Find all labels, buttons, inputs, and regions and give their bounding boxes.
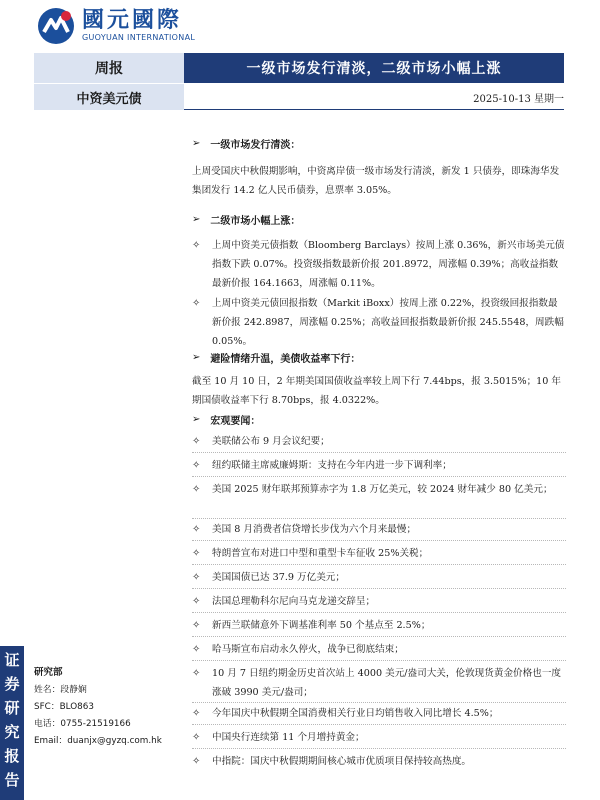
section-title: 避险情绪升温，美债收益率下行： [210, 354, 361, 365]
analyst-phone: 电话：0755-21519166 [34, 719, 131, 729]
list-divider [192, 588, 566, 589]
list-item [192, 616, 566, 635]
section-heading [192, 350, 566, 365]
list-item-text: 美国 2025 财年联邦预算赤字为 1.8 万亿美元，较 2024 财年减少 80 亿美元； [212, 484, 553, 495]
side-char: 究 [4, 723, 20, 741]
side-char: 告 [4, 771, 20, 789]
list-divider [192, 612, 566, 613]
list-item [192, 568, 566, 587]
list-divider [192, 476, 566, 477]
logo-en-text: GUOYUAN INTERNATIONAL [82, 33, 196, 42]
side-char: 券 [4, 675, 20, 693]
list-item-text: 10 月 7 日纽约期金历史首次站上 4000 美元/盎司大关，伦敦现货黄金价格也一度涨破 3990 美元/盎司； [212, 668, 562, 698]
analyst-email: Email：duanjx@gyzq.com.hk [34, 736, 162, 746]
section-title: 一级市场发行清淡： [210, 140, 301, 151]
list-item [192, 640, 566, 659]
list-item [192, 544, 566, 563]
arrow-marker-icon: ➢ [192, 414, 201, 425]
list-item [192, 592, 566, 611]
report-category: 中资美元债 [76, 91, 142, 107]
list-divider [192, 636, 566, 637]
list-item-text: 特朗普宣布对进口中型和重型卡车征收 25%关税； [212, 548, 429, 559]
diamond-bullet-icon: ✧ [192, 548, 201, 559]
list-divider [192, 724, 566, 725]
header-divider [184, 109, 564, 110]
list-item [192, 432, 566, 451]
side-char: 证 [4, 651, 20, 669]
arrow-marker-icon: ➢ [192, 352, 201, 363]
side-char: 报 [4, 747, 20, 765]
category-box [34, 84, 184, 110]
logo-cn-text: 國元國際 [82, 8, 183, 33]
list-item [192, 294, 566, 351]
arrow-marker-icon: ➢ [192, 214, 201, 225]
list-item-text: 今年国庆中秋假期全国消费相关行业日均销售收入同比增长 4.5%； [212, 708, 499, 719]
company-logo [36, 4, 195, 48]
diamond-bullet-icon: ✧ [192, 620, 201, 631]
report-header [34, 53, 564, 83]
list-item-text: 新西兰联储意外下调基准利率 50 个基点至 2.5%； [212, 620, 431, 631]
list-item-text: 上周中资美元债指数（Bloomberg Barclays）按周上涨 0.36%，新兴市场美元债指数下跌 0.07%。投资级指数最新价报 201.8972，周涨幅 0.39%；高收益指数最新价报 164.1663，周涨幅 0.11%。 [212, 240, 565, 289]
diamond-bullet-icon: ✧ [192, 708, 201, 719]
list-divider [192, 518, 566, 519]
diamond-bullet-icon: ✧ [192, 460, 201, 471]
section-heading [192, 136, 566, 151]
diamond-bullet-icon: ✧ [192, 668, 201, 679]
list-item-text: 美国 8 月消费者信贷增长步伐为六个月来最慢； [212, 524, 417, 535]
diamond-bullet-icon: ✧ [192, 436, 201, 447]
report-title: 一级市场发行清淡，二级市场小幅上涨 [246, 61, 502, 77]
diamond-bullet-icon: ✧ [192, 572, 201, 583]
list-item [192, 752, 566, 771]
list-item-text: 美联储公布 9 月会议纪要； [212, 436, 330, 447]
list-item [192, 236, 566, 293]
diamond-bullet-icon: ✧ [192, 644, 201, 655]
guoyuan-logo-icon [36, 6, 76, 46]
diamond-bullet-icon: ✧ [192, 524, 201, 535]
diamond-bullet-icon: ✧ [192, 240, 201, 251]
analyst-info [34, 664, 174, 750]
report-type-box [34, 53, 184, 83]
treasury-text: 截至 10 月 10 日，2 年期美国国债收益率较上周下行 7.44bps，报 3.5015%；10 年期国债收益率下行 8.70bps，报 4.0322%。 [192, 376, 562, 406]
section-title: 二级市场小幅上涨： [210, 216, 301, 227]
list-item-text: 美国国债已达 37.9 万亿美元； [212, 572, 345, 583]
primary-market-text: 上周受国庆中秋假期影响，中资离岸债一级市场发行清淡，新发 1 只债券，即珠海华发集团发行 14.2 亿人民币债券，息票率 3.05%。 [192, 166, 560, 196]
dept-title: 研究部 [34, 667, 63, 678]
section-title: 宏观要闻： [210, 416, 261, 427]
list-item-text: 纽约联储主席威廉姆斯：支持在今年内进一步下调利率； [212, 460, 452, 471]
list-divider [192, 660, 566, 661]
list-item [192, 664, 566, 702]
side-label [0, 648, 24, 792]
list-item [192, 480, 566, 499]
analyst-sfc: SFC：BLO863 [34, 702, 94, 712]
list-item [192, 456, 566, 475]
diamond-bullet-icon: ✧ [192, 732, 201, 743]
section-heading [192, 412, 566, 427]
list-item [192, 728, 566, 747]
diamond-bullet-icon: ✧ [192, 298, 201, 309]
report-title-box [184, 53, 564, 83]
side-char: 研 [4, 699, 20, 717]
list-divider [192, 564, 566, 565]
list-divider [192, 748, 566, 749]
list-item-text: 哈马斯宣布启动永久停火，战争已彻底结束； [212, 644, 404, 655]
list-item [192, 704, 566, 723]
section-heading [192, 212, 566, 227]
list-item-text: 上周中资美元债回报指数（Markit iBoxx）按周上涨 0.22%，投资级回报指数最新价报 242.8987，周涨幅 0.25%；高收益回报指数最新价报 245.5548，周跌幅 0.05%。 [212, 298, 564, 347]
report-date: 2025-10-13 星期一 [473, 94, 564, 105]
list-item-text: 中指院：国庆中秋假期期间核心城市优质项目保持较高热度。 [212, 756, 472, 767]
list-item [192, 520, 566, 539]
list-divider [192, 452, 566, 453]
diamond-bullet-icon: ✧ [192, 756, 201, 767]
list-divider [192, 540, 566, 541]
list-item-text: 法国总理勒科尔尼向马克龙递交辞呈； [212, 596, 376, 607]
diamond-bullet-icon: ✧ [192, 596, 201, 607]
report-type: 周报 [95, 61, 123, 77]
list-item-text: 中国央行连续第 11 个月增持黄金； [212, 732, 365, 743]
arrow-marker-icon: ➢ [192, 138, 201, 149]
diamond-bullet-icon: ✧ [192, 484, 201, 495]
list-divider [192, 702, 566, 703]
analyst-name: 姓名：段静娴 [34, 685, 87, 695]
